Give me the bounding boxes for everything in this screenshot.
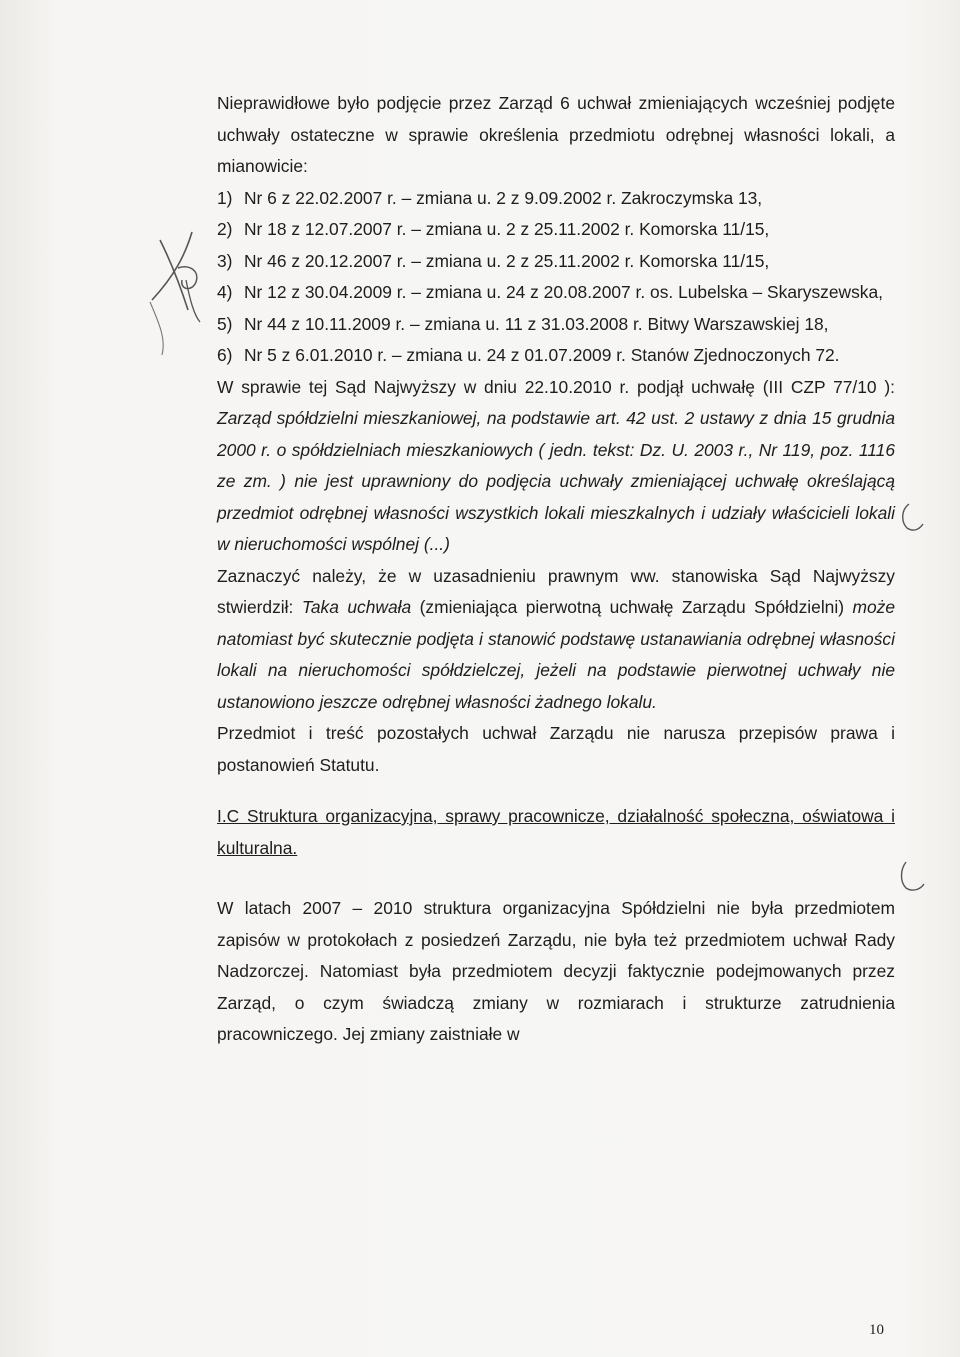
list-item: 5) Nr 44 z 10.11.2009 r. – zmiana u. 11 z 31.03.2008 r. Bitwy Warszawskiej 18,	[217, 313, 829, 334]
paragraph-supreme-court: W sprawie tej Sąd Najwyższy w dniu 22.10.2010 r. podjął uchwałę (III CZP 77/10 ): Zarząd spółdzielni mieszkaniowej, na podstawie art. 42 ust. 2 ustawy z dnia 15 grudnia 2000 r. o spółdzielniach mieszkaniowych ( jedn. tekst: Dz. U. 2003 r., Nr 119, poz. 1116 ze zm. ) nie jest uprawniony do podjęcia uchwały zmieniającej uchwałę określającą przedmiot odrębnej własności wszystkich lokali mieszkalnych i udziały właścicieli lokali w nieruchomości wspólnej (...)	[217, 376, 895, 554]
page-number: 10	[869, 1322, 884, 1338]
document-body	[217, 88, 895, 1051]
section-heading: I.C Struktura organizacyjna, sprawy pracownicze, działalność społeczna, oświatowa i kulturalna.	[217, 806, 895, 858]
paragraph-other-resolutions: Przedmiot i treść pozostałych uchwał Zarządu nie narusza przepisów prawa i postanowień Statutu.	[217, 723, 895, 775]
list-item: 4) Nr 12 z 30.04.2009 r. – zmiana u. 24 z 20.08.2007 r. os. Lubelska – Skaryszewska,	[217, 282, 883, 302]
resolution-list	[217, 183, 895, 372]
handwritten-margin-mark-icon	[130, 230, 220, 360]
list-item: 2) Nr 18 z 12.07.2007 r. – zmiana u. 2 z 25.11.2002 r. Komorska 11/15,	[217, 219, 770, 239]
paragraph-justification: Zaznaczyć należy, że w uzasadnieniu prawnym ww. stanowiska Sąd Najwyższy stwierdził: Taka uchwała (zmieniająca pierwotną uchwałę Zarządu Spółdzielni) może natomiast być skutecznie podjęta i stanowić podstawę ustanawiania odrębnej własności lokali na nieruchomości spółdzielczej, jeżeli na podstawie pierwotnej uchwały nie ustanowiono jeszcze odrębnej własności żadnego lokalu.	[217, 565, 896, 712]
list-item: 3) Nr 46 z 20.12.2007 r. – zmiana u. 2 z 25.11.2002 r. Komorska 11/15,	[217, 250, 770, 271]
paragraph-structure: W latach 2007 – 2010 struktura organizacyjna Spółdzielni nie była przedmiotem zapisów w protokołach z posiedzeń Zarządu, nie była też przedmiotem uchwał Rady Nadzorczej. Natomiast była przedmiotem decyzji faktycznie podejmowanych przez Zarząd, o czym świadczą zmiany w rozmiarach i strukturze zatrudnienia pracowniczego. Jej zmiany zaistniałe w	[217, 898, 895, 1044]
list-item: 6) Nr 5 z 6.01.2010 r. – zmiana u. 24 z 01.07.2009 r. Stanów Zjednoczonych 72.	[217, 345, 840, 365]
list-item: 1) Nr 6 z 22.02.2007 r. – zmiana u. 2 z 9.09.2002 r. Zakroczymska 13,	[217, 187, 763, 208]
handwritten-margin-tick-icon-2	[896, 858, 936, 898]
handwritten-margin-tick-icon	[895, 500, 935, 540]
paragraph-intro: Nieprawidłowe było podjęcie przez Zarząd 6 uchwał zmieniających wcześniej podjęte uchwały ostateczne w sprawie określenia przedmiotu odrębnej własności lokali, a mianowicie:	[217, 93, 895, 176]
